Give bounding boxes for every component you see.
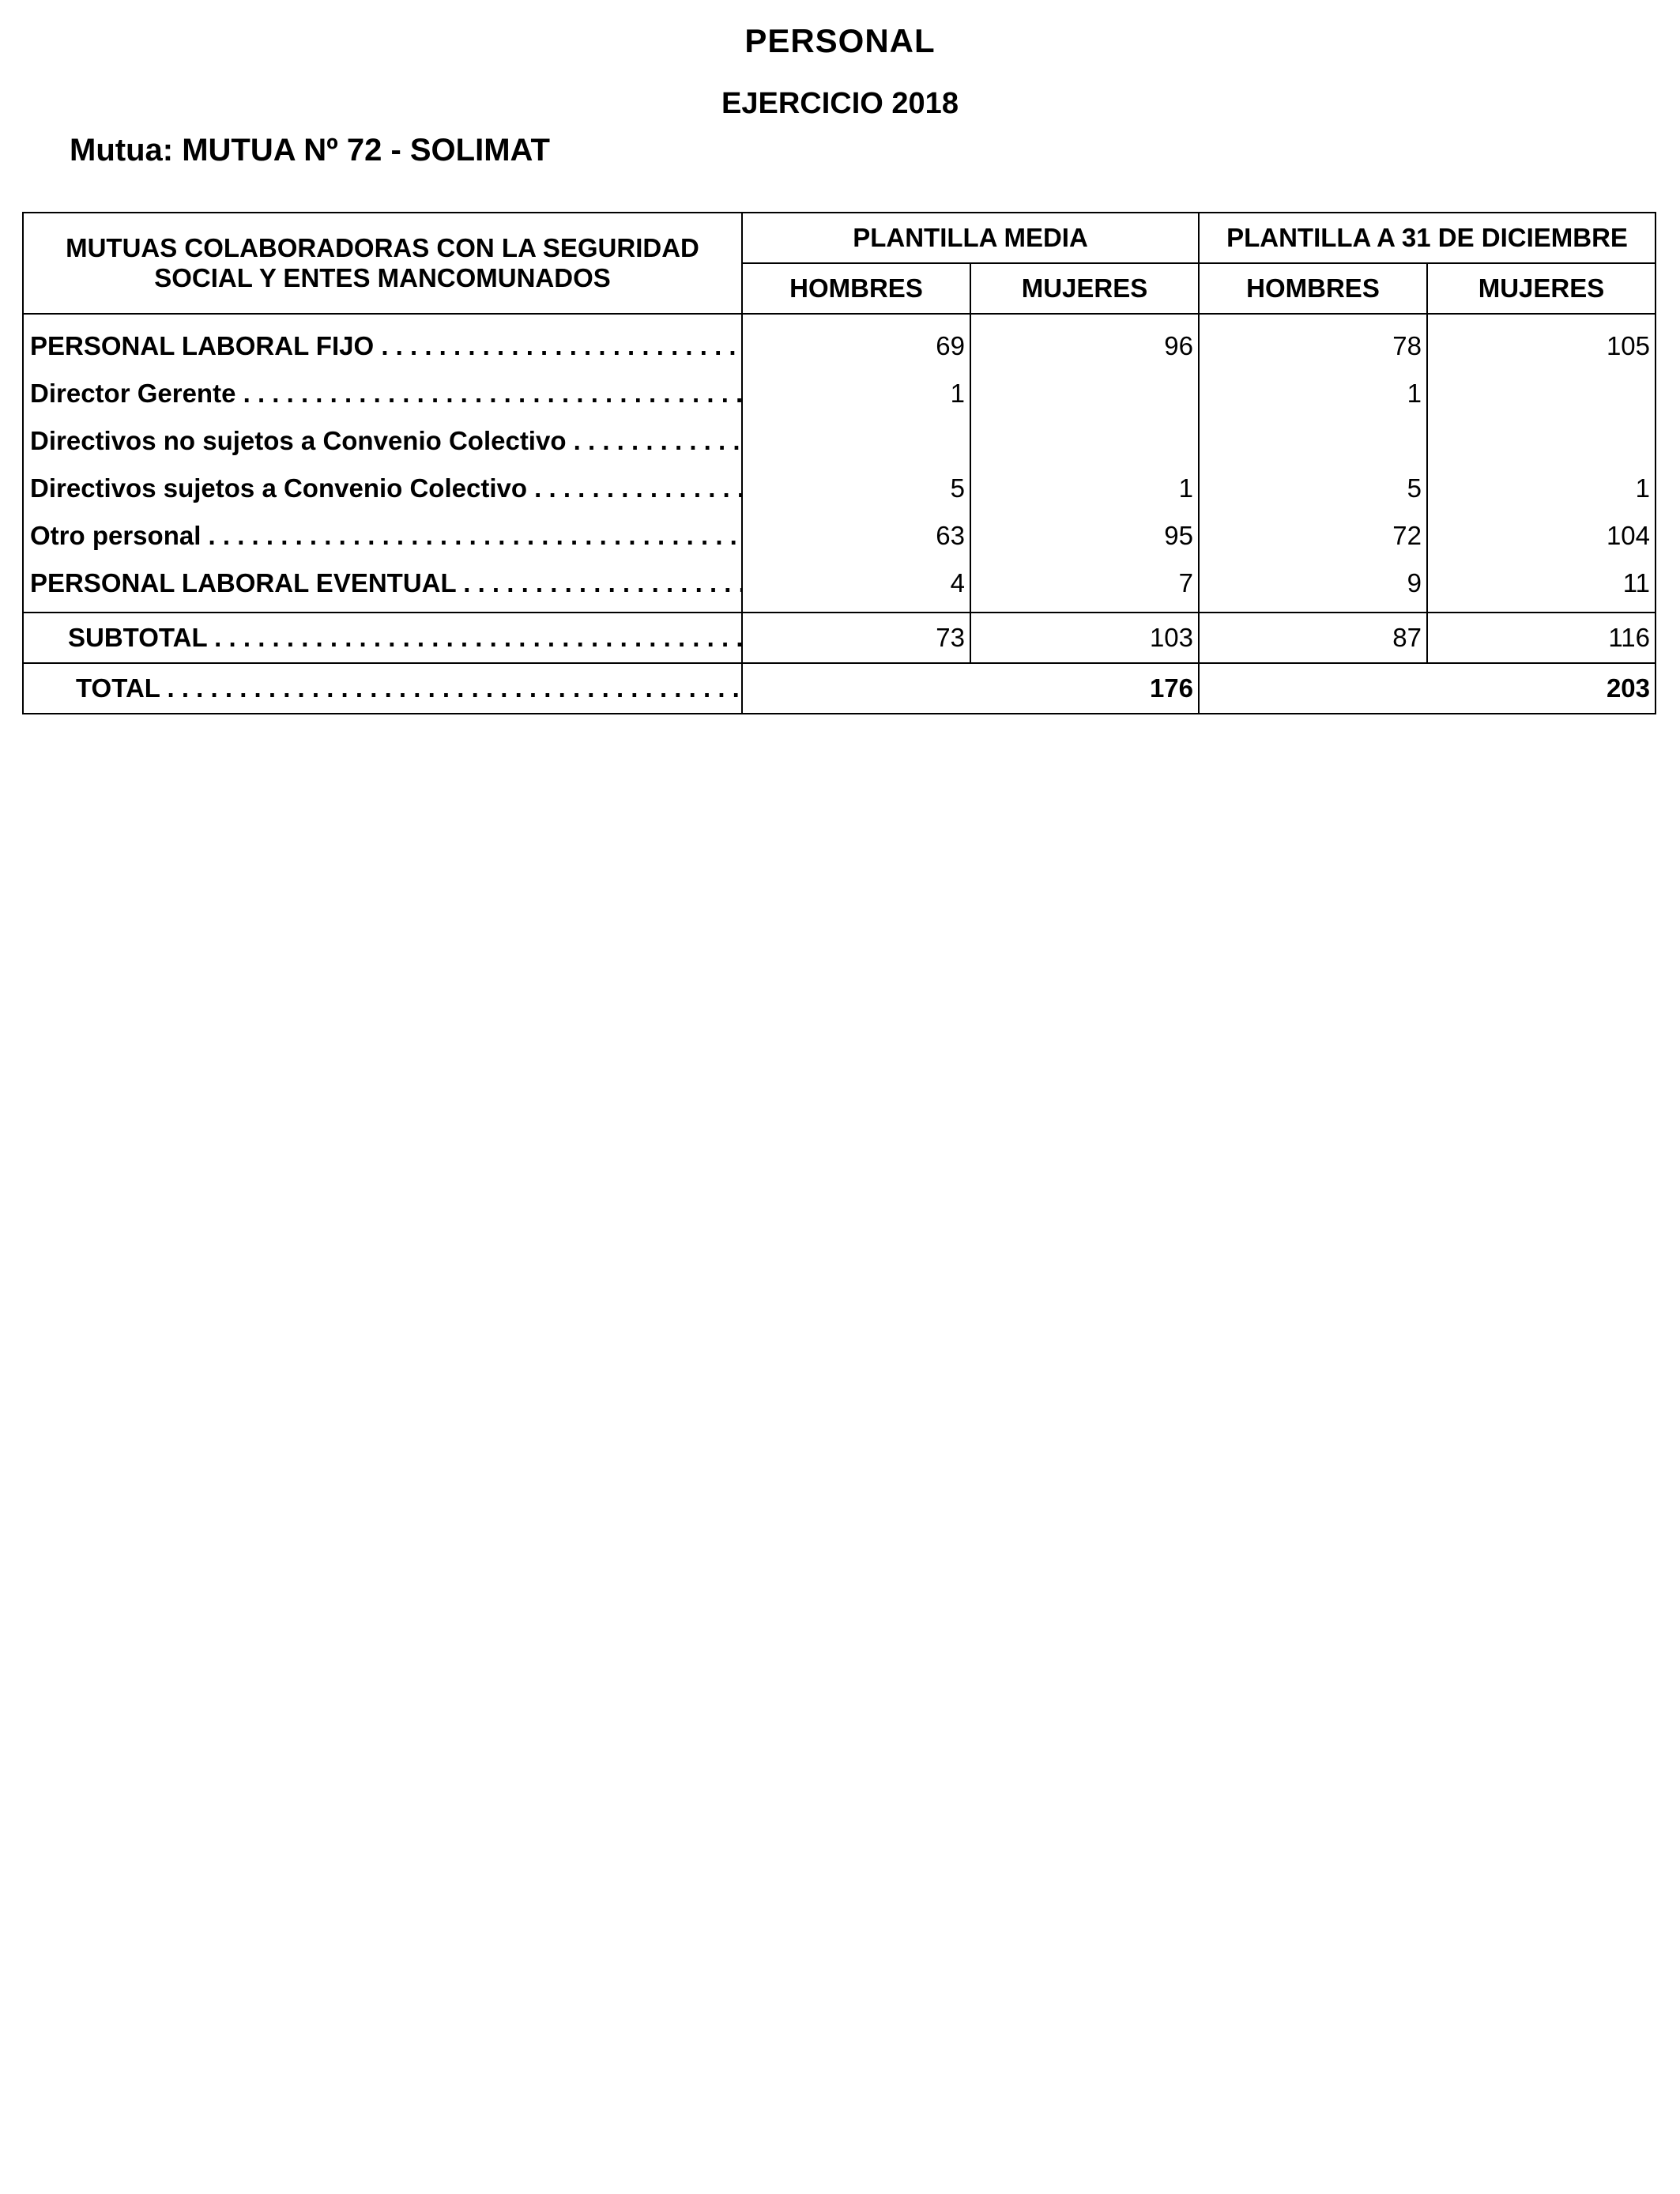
total-value-media: 176 [742, 663, 1199, 714]
row-label: Directivos sujetos a Convenio Colectivo . . . [23, 465, 742, 512]
subtotal-row [23, 613, 1656, 663]
group-header-plantilla-media: PLANTILLA MEDIA [742, 213, 1199, 263]
label-header-line1: MUTUAS COLABORADORAS CON LA SEGURIDAD [66, 233, 699, 262]
subheader-hombres-media: HOMBRES [742, 263, 970, 314]
page-subtitle: EJERCICIO 2018 [721, 87, 959, 120]
cell-value: 7 [970, 560, 1199, 613]
cell-value: 69 [742, 314, 970, 370]
cell-value: 105 [1427, 314, 1656, 370]
cell-value [1427, 417, 1656, 465]
cell-value: 1 [1427, 465, 1656, 512]
cell-value: 95 [970, 512, 1199, 560]
cell-value: 5 [1199, 465, 1427, 512]
row-label: Otro personal . . . [23, 512, 742, 560]
row-label: PERSONAL LABORAL EVENTUAL . . . [23, 560, 742, 613]
cell-value: 78 [1199, 314, 1427, 370]
label-column-header [23, 213, 742, 314]
row-label: PERSONAL LABORAL FIJO . . . [23, 314, 742, 370]
cell-value: 1 [1199, 370, 1427, 417]
cell-value: 4 [742, 560, 970, 613]
cell-value: 11 [1427, 560, 1656, 613]
cell-value: 96 [970, 314, 1199, 370]
cell-value [1199, 417, 1427, 465]
total-row [23, 663, 1656, 714]
cell-value: 9 [1199, 560, 1427, 613]
subheader-mujeres-media: MUJERES [970, 263, 1199, 314]
cell-value [742, 417, 970, 465]
table-row [23, 560, 1656, 613]
table-row [23, 314, 1656, 370]
cell-value: 1 [742, 370, 970, 417]
cell-value: 5 [742, 465, 970, 512]
table-row [23, 370, 1656, 417]
group-header-plantilla-diciembre: PLANTILLA A 31 DE DICIEMBRE [1199, 213, 1656, 263]
cell-value: 1 [970, 465, 1199, 512]
subtotal-value: 103 [970, 613, 1199, 663]
cell-value: 63 [742, 512, 970, 560]
row-label: Director Gerente . . . [23, 370, 742, 417]
table-row [23, 465, 1656, 512]
cell-value: 72 [1199, 512, 1427, 560]
subheader-mujeres-diciembre: MUJERES [1427, 263, 1656, 314]
personnel-table [22, 212, 1656, 714]
cell-value [970, 417, 1199, 465]
subtotal-value: 73 [742, 613, 970, 663]
total-value-diciembre: 203 [1199, 663, 1656, 714]
cell-value: 104 [1427, 512, 1656, 560]
table-row [23, 417, 1656, 465]
label-header-line2: SOCIAL Y ENTES MANCOMUNADOS [154, 263, 611, 292]
subtotal-value: 87 [1199, 613, 1427, 663]
table-row [23, 512, 1656, 560]
row-label: Directivos no sujetos a Convenio Colectivo . . . [23, 417, 742, 465]
subtotal-value: 116 [1427, 613, 1656, 663]
cell-value [1427, 370, 1656, 417]
subheader-hombres-diciembre: HOMBRES [1199, 263, 1427, 314]
page-title: PERSONAL [744, 22, 936, 59]
cell-value [970, 370, 1199, 417]
subtotal-label: SUBTOTAL . . . [23, 613, 742, 663]
total-label: TOTAL . . . [23, 663, 742, 714]
entity-name: Mutua: MUTUA Nº 72 - SOLIMAT [70, 133, 550, 168]
